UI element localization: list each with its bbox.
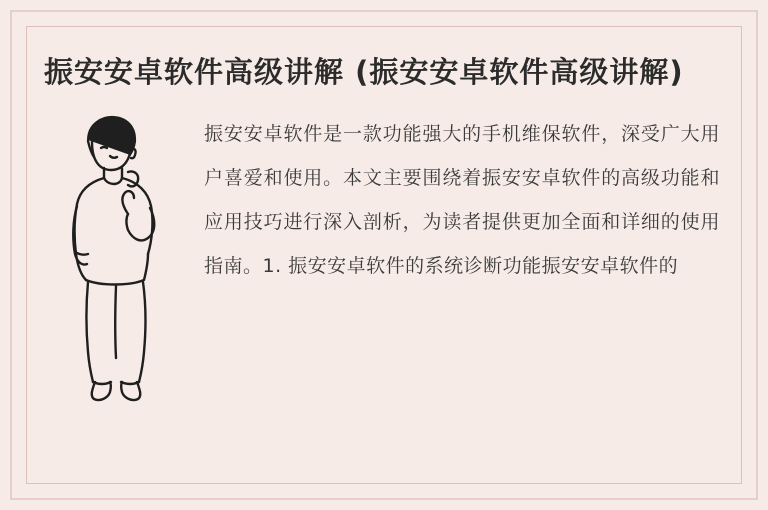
page-title: 振安安卓软件高级讲解 (振安安卓软件高级讲解)	[44, 55, 684, 89]
article-layout	[44, 108, 724, 408]
article-body: 振安安卓软件是一款功能强大的手机维保软件，深受广大用户喜爱和使用。本文主要围绕着振安安卓软件的高级功能和应用技巧进行深入剖析，为读者提供更加全面和详细的使用指南。1. 振安安卓软件的系统诊断功能振安安卓软件的	[204, 123, 720, 277]
standing-person-illustration	[44, 108, 204, 408]
document-content	[44, 50, 724, 470]
